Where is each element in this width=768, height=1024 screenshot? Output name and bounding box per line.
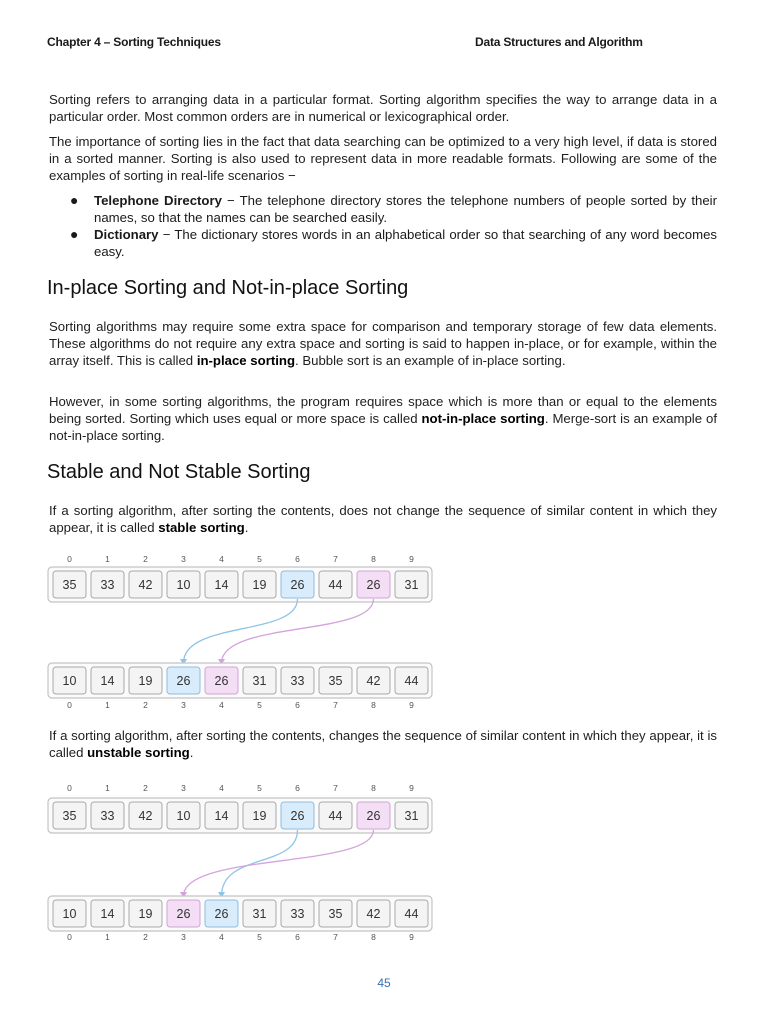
intro-paragraph-2: The importance of sorting lies in the fact that data searching can be optimized to a very high level, if data is stored in a sorted manner. Sorting is also used to represent data in more readable formats. Following are some of the examples of sorting in real-life scenarios − (49, 134, 717, 183)
cell-value: 10 (62, 674, 77, 688)
cell-value: 44 (404, 674, 419, 688)
cell-value: 33 (100, 809, 115, 823)
cell-value: 35 (328, 907, 343, 921)
cell-value: 26 (290, 809, 305, 823)
index-label: 8 (371, 932, 376, 942)
index-label: 4 (219, 932, 224, 942)
bullet-icon: ● (70, 192, 79, 208)
cell-value: 35 (62, 809, 77, 823)
cell-value: 26 (366, 809, 381, 823)
cell-value: 42 (366, 674, 381, 688)
index-label: 1 (105, 554, 110, 564)
cell-value: 44 (404, 907, 419, 921)
unstable-sorting-diagram (47, 782, 435, 944)
cell-value: 26 (366, 578, 381, 592)
index-label: 7 (333, 783, 338, 793)
cell-value: 19 (252, 809, 267, 823)
move-arrow (222, 830, 298, 896)
page-number: 45 (377, 976, 391, 990)
cell-value: 10 (176, 809, 191, 823)
index-label: 4 (219, 700, 224, 710)
index-label: 8 (371, 783, 376, 793)
text-run: . (244, 520, 249, 535)
cell-value: 19 (252, 578, 267, 592)
cell-value: 31 (404, 578, 419, 592)
index-label: 5 (257, 783, 262, 793)
index-label: 6 (295, 783, 300, 793)
cell-value: 31 (252, 907, 267, 921)
index-label: 6 (295, 700, 300, 710)
cell-value: 35 (62, 578, 77, 592)
cell-value: 10 (176, 578, 191, 592)
index-label: 0 (67, 932, 72, 942)
examples-list (70, 192, 717, 260)
header-chapter: Chapter 4 – Sorting Techniques (47, 35, 221, 49)
cell-value: 14 (214, 809, 229, 823)
bold-term: unstable sorting (87, 745, 190, 760)
cell-value: 26 (176, 907, 191, 921)
index-label: 9 (409, 932, 414, 942)
bold-term: not-in-place sorting (421, 411, 545, 426)
bold-term: in-place sorting (196, 353, 295, 368)
index-label: 6 (295, 932, 300, 942)
index-label: 8 (371, 700, 376, 710)
unstable-sorting-figure (47, 782, 435, 944)
index-label: 2 (143, 700, 148, 710)
index-label: 3 (181, 783, 186, 793)
move-arrow (184, 599, 298, 663)
index-label: 4 (219, 783, 224, 793)
cell-value: 31 (252, 674, 267, 688)
cell-value: 33 (100, 578, 115, 592)
index-label: 2 (143, 932, 148, 942)
index-label: 5 (257, 700, 262, 710)
index-label: 9 (409, 554, 414, 564)
index-label: 1 (105, 783, 110, 793)
text-run: . (189, 745, 194, 760)
unstable-paragraph (49, 727, 717, 761)
text-run: If a sorting algorithm, after sorting the contents, does not change the sequence of similar content in which they appear, it is called (49, 503, 717, 535)
cell-value: 26 (176, 674, 191, 688)
cell-value: 33 (290, 907, 305, 921)
bullet-term: Telephone Directory (94, 193, 222, 208)
cell-value: 33 (290, 674, 305, 688)
index-label: 4 (219, 554, 224, 564)
cell-value: 26 (214, 674, 229, 688)
index-label: 7 (333, 554, 338, 564)
index-label: 1 (105, 700, 110, 710)
cell-value: 14 (214, 578, 229, 592)
bullet-icon: ● (70, 226, 79, 242)
section-heading-inplace: In-place Sorting and Not-in-place Sorting (47, 277, 409, 299)
cell-value: 42 (138, 809, 153, 823)
index-label: 8 (371, 554, 376, 564)
cell-value: 42 (138, 578, 153, 592)
index-label: 6 (295, 554, 300, 564)
cell-value: 42 (366, 907, 381, 921)
text-run: . Bubble sort is an example of in-place sorting. (295, 353, 566, 368)
index-label: 7 (333, 932, 338, 942)
text-run: If a sorting algorithm, after sorting the contents, changes the sequence of similar content in which they appear, it is called (49, 728, 717, 760)
cell-value: 19 (138, 907, 153, 921)
index-label: 3 (181, 932, 186, 942)
cell-value: 44 (328, 809, 343, 823)
section-heading-stable: Stable and Not Stable Sorting (47, 461, 311, 483)
move-arrow (222, 599, 374, 663)
move-arrow (184, 830, 374, 896)
index-label: 0 (67, 554, 72, 564)
index-label: 3 (181, 700, 186, 710)
index-label: 0 (67, 700, 72, 710)
text-run: . Merge-sort is an example of not-in-place sorting. (49, 411, 717, 443)
header-book-title: Data Structures and Algorithm (475, 35, 643, 49)
cell-value: 44 (328, 578, 343, 592)
cell-value: 26 (290, 578, 305, 592)
stable-sorting-figure (47, 553, 435, 713)
stable-sorting-diagram (47, 553, 435, 713)
bold-term: stable sorting (158, 520, 245, 535)
index-label: 3 (181, 554, 186, 564)
bullet-text: − The dictionary stores words in an alphabetical order so that searching of any word becomes easy. (94, 227, 717, 259)
index-label: 9 (409, 700, 414, 710)
text-run: However, in some sorting algorithms, the program requires space which is more than or equal to the elements being sorted. Sorting which uses equal or more space is called (49, 394, 717, 426)
cell-value: 10 (62, 907, 77, 921)
bullet-term: Dictionary (94, 227, 159, 242)
index-label: 5 (257, 554, 262, 564)
cell-value: 14 (100, 674, 115, 688)
cell-value: 14 (100, 907, 115, 921)
cell-value: 35 (328, 674, 343, 688)
index-label: 0 (67, 783, 72, 793)
bullet-text: − The telephone directory stores the telephone numbers of people sorted by their names, so that the names can be searched easily. (94, 193, 718, 225)
stable-paragraph (49, 502, 717, 536)
index-label: 5 (257, 932, 262, 942)
index-label: 2 (143, 554, 148, 564)
cell-value: 31 (404, 809, 419, 823)
cell-value: 26 (214, 907, 229, 921)
intro-paragraph-1: Sorting refers to arranging data in a particular format. Sorting algorithm specifies the way to arrange data in a particular order. Most common orders are in numerical or lexicographical order. (49, 92, 717, 124)
index-label: 9 (409, 783, 414, 793)
index-label: 7 (333, 700, 338, 710)
cell-value: 19 (138, 674, 153, 688)
index-label: 2 (143, 783, 148, 793)
index-label: 1 (105, 932, 110, 942)
inplace-paragraph-2 (49, 393, 717, 444)
inplace-paragraph-1 (49, 318, 717, 369)
list-item (70, 192, 717, 226)
text-run: Sorting algorithms may require some extra space for comparison and temporary storage of few data elements. These algorithms do not require any extra space and sorting is said to happen in-place, or for example, within the array itself. This is called (49, 319, 717, 368)
list-item (70, 226, 717, 260)
